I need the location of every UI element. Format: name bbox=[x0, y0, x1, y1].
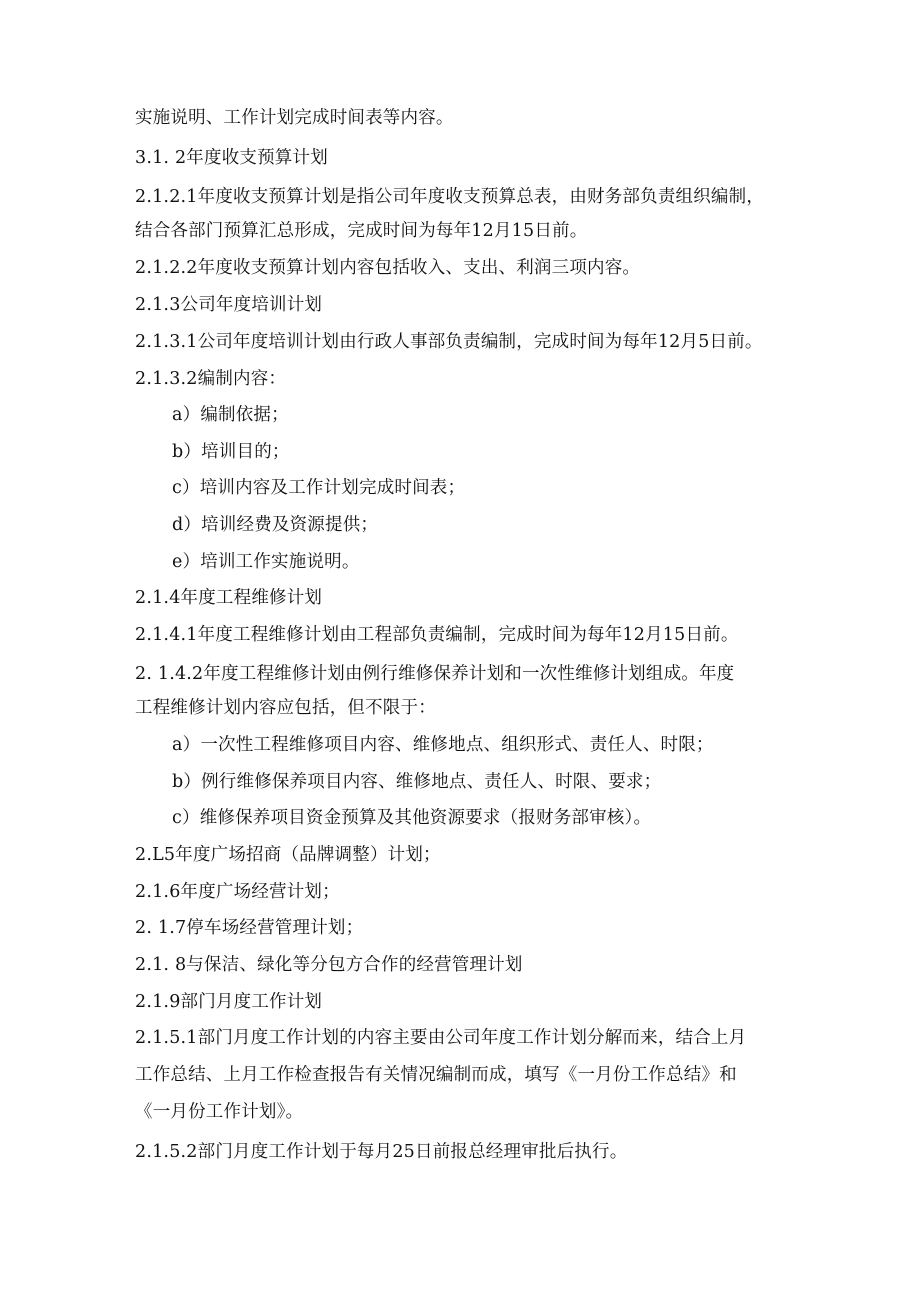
paragraph-line: 2.1.5.2部门月度工作计划于每月25日前报总经理审批后执行。 bbox=[135, 1142, 628, 1162]
paragraph-line: 2. 1.7停车场经营管理计划； bbox=[135, 918, 364, 938]
paragraph-line: 2.1.3.1公司年度培训计划由行政人事部负责编制，完成时间为每年12月5日前。 bbox=[135, 332, 763, 352]
paragraph-line: 工程维修计划内容应包括，但不限于： bbox=[135, 698, 436, 718]
paragraph-line: 实施说明、工作计划完成时间表等内容。 bbox=[135, 108, 454, 128]
paragraph-line: 《一月份工作计划》。 bbox=[135, 1102, 304, 1122]
list-item: c）维修保养项目资金预算及其他资源要求（报财务部审核）。 bbox=[172, 808, 652, 828]
paragraph-line: 2.1.6年度广场经营计划； bbox=[135, 882, 340, 902]
list-item: e）培训工作实施说明。 bbox=[172, 552, 360, 572]
section-heading: 2.1.4年度工程维修计划 bbox=[135, 588, 323, 608]
paragraph-line: 2.1.2.1年度收支预算计划是指公司年度收支预算总表，由财务部负责组织编制， bbox=[135, 187, 765, 207]
paragraph-line: 2.L5年度广场招商（品牌调整）计划； bbox=[135, 845, 441, 865]
paragraph-line: 2. 1.4.2年度工程维修计划由例行维修保养计划和一次性维修计划组成。年度 bbox=[135, 664, 735, 684]
paragraph-line: 结合各部门预算汇总形成，完成时间为每年12月15日前。 bbox=[135, 221, 588, 241]
section-heading: 2.1.9部门月度工作计划 bbox=[135, 992, 323, 1012]
list-item: d）培训经费及资源提供； bbox=[172, 515, 379, 535]
paragraph-line: 2.1.5.1部门月度工作计划的内容主要由公司年度工作计划分解而来，结合上月 bbox=[135, 1028, 747, 1048]
list-item: c）培训内容及工作计划完成时间表； bbox=[172, 478, 466, 498]
list-item: a）一次性工程维修项目内容、维修地点、组织形式、责任人、时限； bbox=[172, 735, 714, 755]
paragraph-line: 2.1.3.2编制内容： bbox=[135, 369, 287, 389]
paragraph-line: 工作总结、上月工作检查报告有关情况编制而成，填写《一月份工作总结》和 bbox=[135, 1065, 737, 1085]
section-heading: 2.1.3公司年度培训计划 bbox=[135, 295, 323, 315]
section-heading: 3.1. 2年度收支预算计划 bbox=[135, 148, 328, 168]
list-item: b）例行维修保养项目内容、维修地点、责任人、时限、要求； bbox=[172, 772, 662, 792]
paragraph-line: 2.1.2.2年度收支预算计划内容包括收入、支出、利润三项内容。 bbox=[135, 258, 641, 278]
list-item: b）培训目的； bbox=[172, 442, 290, 462]
paragraph-line: 2.1. 8与保洁、绿化等分包方合作的经营管理计划 bbox=[135, 955, 523, 975]
list-item: a）编制依据； bbox=[172, 405, 289, 425]
paragraph-line: 2.1.4.1年度工程维修计划由工程部负责编制，完成时间为每年12月15日前。 bbox=[135, 625, 739, 645]
